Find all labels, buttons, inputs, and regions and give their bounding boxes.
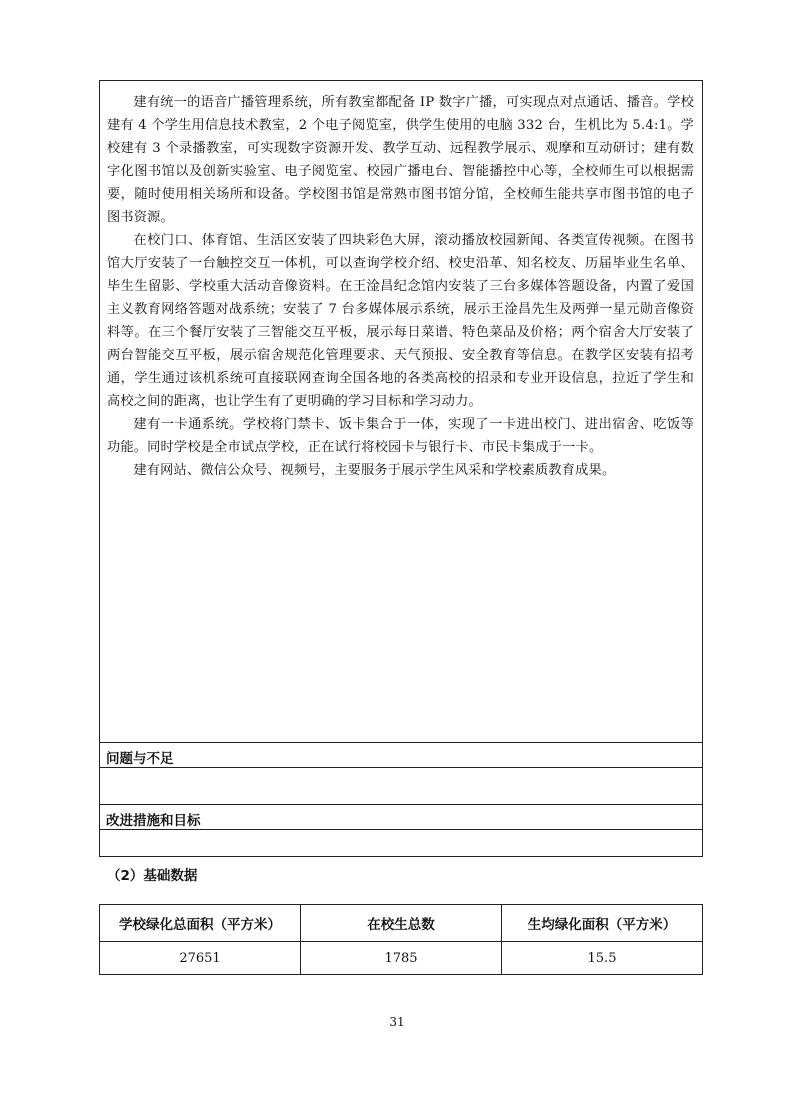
report-table bbox=[99, 80, 703, 857]
measures-label: 改进措施和目标 bbox=[100, 805, 703, 830]
paragraph: 建有统一的语音广播管理系统，所有教室都配备 IP 数字广播，可实现点对点通话、播音。学校建有 4 个学生用信息技术教室，2 个电子阅览室，供学生使用的电脑 332 台，生机比为 5.4:1。学校建有 3 个录播教室，可实现数字资源开发、教学互动、远程教学展示、观摩和互动研讨；建有数字化图书馆以及创新实验室、电子阅览室、校园广播电台、智能播控中心等，全校师生可以根据需要，随时使用相关场所和设备。学校图书馆是常熟市图书馆分馆，全校师生能共享市图书馆的电子图书资源。 bbox=[107, 95, 694, 225]
table-row bbox=[100, 942, 703, 975]
paragraph: 建有网站、微信公众号、视频号，主要服务于展示学生风采和学校素质教育成果。 bbox=[133, 463, 616, 478]
header-student-total: 在校生总数 bbox=[301, 905, 502, 942]
table-header-row bbox=[100, 905, 703, 942]
measures-field bbox=[100, 830, 703, 857]
content-cell bbox=[100, 81, 703, 743]
problems-label: 问题与不足 bbox=[100, 743, 703, 768]
paragraph: 建有一卡通系统。学校将门禁卡、饭卡集合于一体，实现了一卡进出校门、进出宿舍、吃饭等功能。同时学校是全市试点学校，正在试行将校园卡与银行卡、市民卡集成于一卡。 bbox=[107, 417, 694, 455]
header-green-area: 学校绿化总面积（平方米） bbox=[100, 905, 301, 942]
basic-data-table bbox=[99, 904, 703, 975]
value-green-area: 27651 bbox=[100, 942, 301, 975]
problems-field bbox=[100, 768, 703, 805]
value-green-per-student: 15.5 bbox=[502, 942, 703, 975]
page-number: 31 bbox=[389, 1015, 405, 1029]
header-green-per-student: 生均绿化面积（平方米） bbox=[502, 905, 703, 942]
section-title: （2）基础数据 bbox=[107, 868, 198, 884]
value-student-total: 1785 bbox=[301, 942, 502, 975]
paragraph: 在校门口、体育馆、生活区安装了四块彩色大屏，滚动播放校园新闻、各类宣传视频。在图书馆大厅安装了一台触控交互一体机，可以查询学校介绍、校史沿革、知名校友、历届毕业生名单、毕生生留影、学校重大活动音像资料。在王淦昌纪念馆内安装了三台多媒体答题设备，内置了爱国主义教育网络答题对战系统；安装了 7 台多媒体展示系统，展示王淦昌先生及两弹一星元勋音像资料等。在三个餐厅安装了三智能交互平板，展示每日菜谱、特色菜品及价格；两个宿舍大厅安装了两台智能交互平板，展示宿舍规范化管理要求、天气预报、安全教育等信息。在教学区安装有招考通，学生通过该机系统可直接联网查询全国各地的各类高校的招录和专业开设信息，拉近了学生和高校之间的距离，也让学生有了更明确的学习目标和学习动力。 bbox=[107, 233, 694, 409]
